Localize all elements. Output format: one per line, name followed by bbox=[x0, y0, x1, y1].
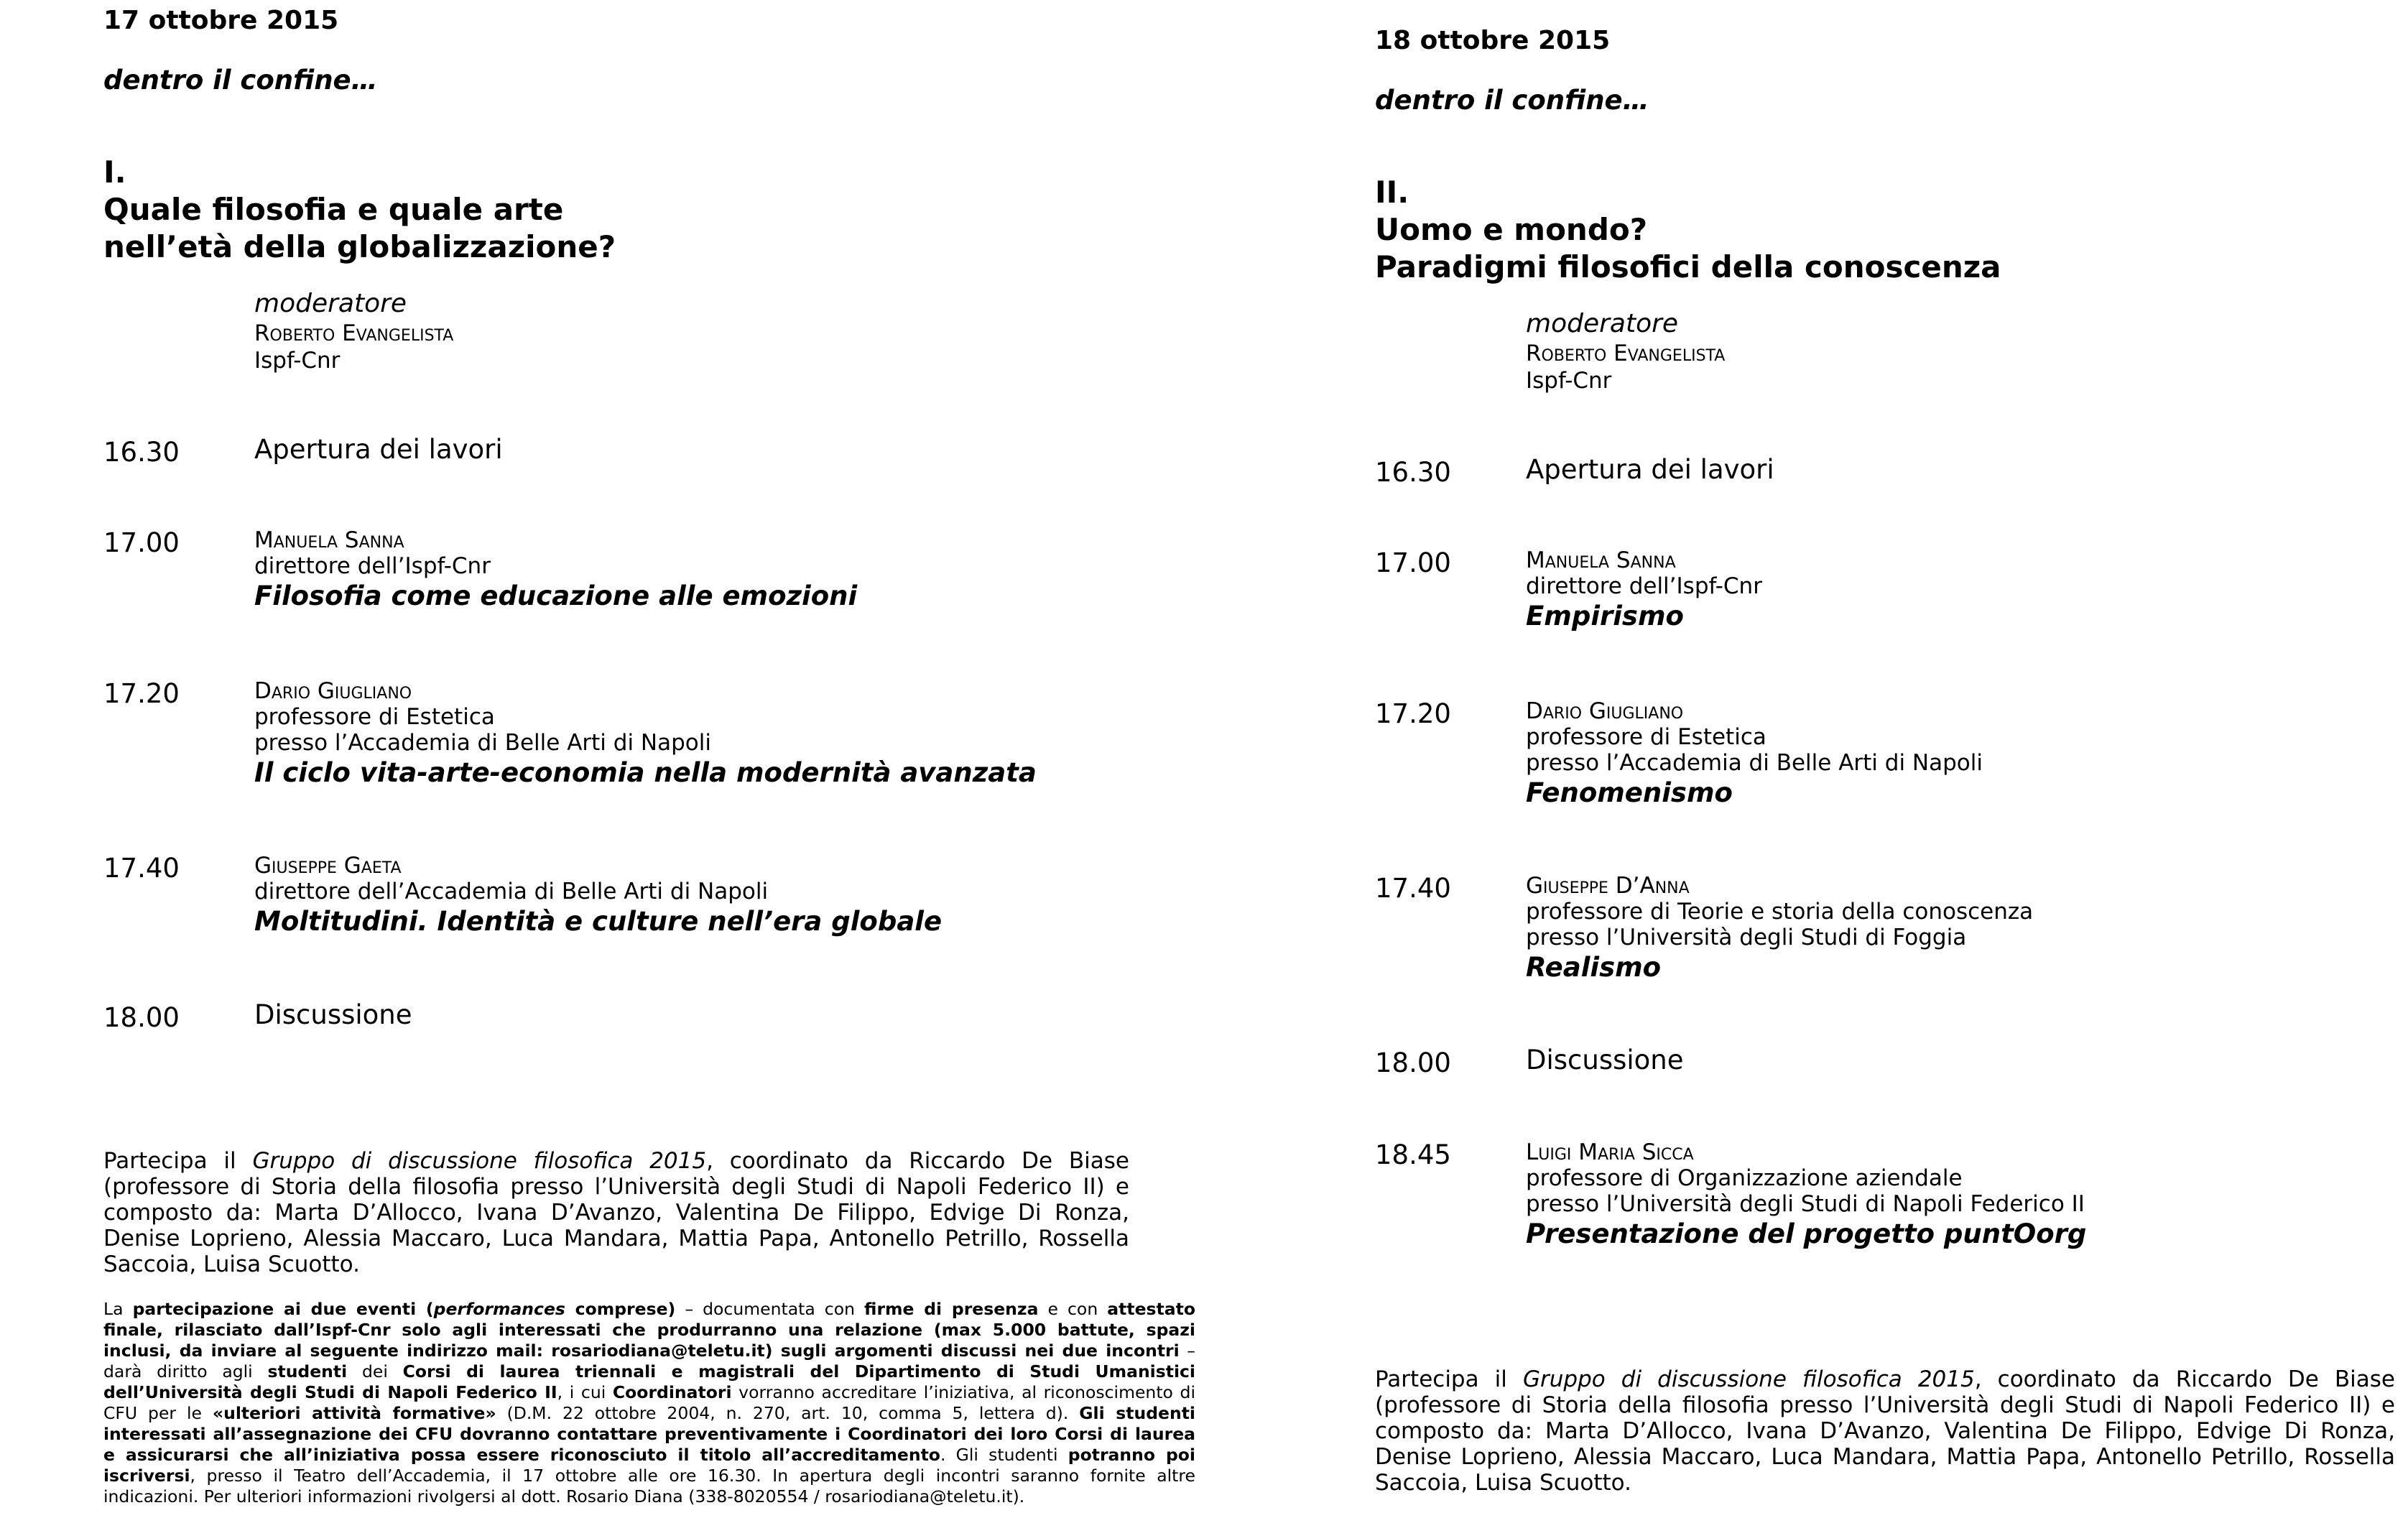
program-title: Discussione bbox=[1526, 1045, 1684, 1075]
talk-title: Realismo bbox=[1526, 952, 1662, 983]
talk-title: Fenomenismo bbox=[1526, 777, 1733, 808]
speaker-affiliation-2: presso l’Università degli Studi di Foggia bbox=[1526, 925, 1967, 950]
day2-section-title bbox=[1375, 174, 2001, 286]
speaker-affiliation: direttore dell’Ispf-Cnr bbox=[254, 553, 491, 579]
program-time: 17.00 bbox=[1375, 547, 1451, 578]
moderator-role: moderatore bbox=[254, 289, 407, 318]
day1-title-line2: nell’età della globalizzazione? bbox=[103, 229, 616, 264]
program-slot bbox=[1526, 1139, 2086, 1251]
program-slot bbox=[1526, 873, 2033, 985]
program-title: Discussione bbox=[254, 999, 412, 1030]
group-name: Gruppo di discussione filosofica 2015 bbox=[252, 1148, 707, 1174]
program-slot bbox=[254, 527, 857, 614]
moderator-affiliation: Ispf-Cnr bbox=[254, 348, 341, 374]
program-time: 17.00 bbox=[103, 527, 180, 558]
day2-moderator bbox=[1526, 308, 1725, 394]
day2-title-line2: Paradigmi filosofici della conoscenza bbox=[1375, 249, 2001, 284]
day1-title-line1: Quale filosofia e quale arte bbox=[103, 192, 564, 227]
moderator-affiliation: Ispf-Cnr bbox=[1526, 368, 1612, 394]
speaker-affiliation: professore di Estetica bbox=[254, 704, 495, 730]
moderator-name: Roberto Evangelista bbox=[1526, 341, 1726, 366]
day1-numeral: I. bbox=[103, 154, 126, 190]
speaker-name: Manuela Sanna bbox=[1526, 547, 1676, 573]
program-time: 18.00 bbox=[1375, 1047, 1451, 1078]
program-slot bbox=[1526, 698, 1983, 810]
moderator-name: Roberto Evangelista bbox=[254, 320, 454, 346]
speaker-affiliation: direttore dell’Ispf-Cnr bbox=[1526, 573, 1762, 599]
day1-group-paragraph: Partecipa il Gruppo di discussione filosofica 2015, coordinato da Riccardo De Biase (professore di Storia della filosofia presso l’Università degli Studi di Napoli Federico II) e composto da: Marta D’Allocco, Ivana D’Avanzo, Valentina De Filippo, Edvige Di Ronza, Denise Loprieno, Alessia Maccaro, Luca Mandara, Mattia Papa, Antonello Petrillo, Rossella Saccoia, Luisa Scuotto. bbox=[103, 1148, 1129, 1277]
talk-title: Il ciclo vita-arte-economia nella modernità avanzata bbox=[254, 757, 1037, 788]
speaker-name: Manuela Sanna bbox=[254, 527, 404, 553]
speaker-affiliation: direttore dell’Accademia di Belle Arti di Napoli bbox=[254, 879, 769, 904]
program-slot bbox=[254, 853, 942, 939]
day1-section-title bbox=[103, 154, 616, 266]
program-time: 17.40 bbox=[1375, 873, 1451, 904]
program-title: Apertura dei lavori bbox=[254, 434, 503, 465]
speaker-name: Dario Giugliano bbox=[254, 678, 412, 704]
group-name: Gruppo di discussione filosofica 2015 bbox=[1522, 1366, 1975, 1392]
program-time: 17.20 bbox=[103, 678, 180, 709]
speaker-affiliation: professore di Teorie e storia della conoscenza bbox=[1526, 899, 2034, 925]
program-title: Apertura dei lavori bbox=[1526, 454, 1774, 485]
participation-notice: La partecipazione ai due eventi (performances comprese) – documentata con firme di presenza e con attestato finale, rilasciato dall’Ispf-Cnr solo agli interessati che produrranno una relazione (max 5.000 battute, spazi inclusi, da inviare al seguente indirizzo mail: rosariodiana@teletu.it) sugli argomenti discussi nei due incontri – darà diritto agli studenti dei Corsi di laurea triennali e magistrali del Dipartimento di Studi Umanistici dell’Università degli Studi di Napoli Federico II, i cui Coordinatori vorranno accreditare l’iniziativa, al riconoscimento di CFU per le «ulteriori attività formative» (D.M. 22 ottobre 2004, n. 270, art. 10, comma 5, lettera d). Gli studenti interessati all’assegnazione dei CFU dovranno contattare preventivamente i Coordinatori dei loro Corsi di laurea e assicurarsi che all’iniziativa possa essere riconosciuto il titolo all’accreditamento. Gli studenti potranno poi iscriversi, presso il Teatro dell’Accademia, il 17 ottobre alle ore 16.30. In apertura degli incontri saranno fornite altre indicazioni. Per ulteriori informazioni rivolgersi al dott. Rosario Diana (338-8020554 / rosariodiana@teletu.it). bbox=[103, 1299, 1196, 1507]
talk-title: Empirismo bbox=[1526, 601, 1684, 631]
talk-title: Moltitudini. Identità e culture nell’era globale bbox=[254, 906, 943, 937]
program-time: 16.30 bbox=[103, 437, 180, 468]
day1-moderator bbox=[254, 288, 453, 374]
day2-date: 18 ottobre 2015 bbox=[1375, 26, 1611, 55]
program-time: 17.20 bbox=[1375, 698, 1451, 729]
speaker-name: Luigi Maria Sicca bbox=[1526, 1139, 1694, 1165]
program-time: 18.00 bbox=[103, 1002, 180, 1033]
day2-numeral: II. bbox=[1375, 175, 1409, 210]
day2-title-line1: Uomo e mondo? bbox=[1375, 212, 1648, 247]
program-slot bbox=[254, 678, 1037, 790]
day1-tagline: dentro il confine… bbox=[103, 65, 378, 96]
speaker-name: Dario Giugliano bbox=[1526, 698, 1684, 724]
program-slot bbox=[1526, 547, 1762, 634]
talk-title: Presentazione del progetto puntOorg bbox=[1526, 1218, 2087, 1249]
speaker-affiliation: professore di Organizzazione aziendale bbox=[1526, 1165, 1963, 1191]
program-time: 18.45 bbox=[1375, 1139, 1451, 1170]
speaker-affiliation: professore di Estetica bbox=[1526, 724, 1766, 750]
speaker-affiliation-2: presso l’Università degli Studi di Napoli Federico II bbox=[1526, 1191, 2085, 1217]
day2-tagline: dentro il confine… bbox=[1375, 85, 1649, 116]
speaker-name: Giuseppe D’Anna bbox=[1526, 873, 1690, 899]
speaker-name: Giuseppe Gaeta bbox=[254, 853, 402, 879]
program-time: 17.40 bbox=[103, 853, 180, 884]
moderator-role: moderatore bbox=[1526, 309, 1679, 338]
program-time: 16.30 bbox=[1375, 457, 1451, 488]
day2-group-paragraph: Partecipa il Gruppo di discussione filosofica 2015, coordinato da Riccardo De Biase (professore di Storia della filosofia presso l’Università degli Studi di Napoli Federico II) e composto da: Marta D’Allocco, Ivana D’Avanzo, Valentina De Filippo, Edvige Di Ronza, Denise Loprieno, Alessia Maccaro, Luca Mandara, Mattia Papa, Antonello Petrillo, Rossella Saccoia, Luisa Scuotto. bbox=[1375, 1366, 2395, 1496]
speaker-affiliation-2: presso l’Accademia di Belle Arti di Napoli bbox=[1526, 750, 1983, 776]
day1-date: 17 ottobre 2015 bbox=[103, 6, 339, 35]
talk-title: Filosofia come educazione alle emozioni bbox=[254, 580, 858, 611]
speaker-affiliation-2: presso l’Accademia di Belle Arti di Napoli bbox=[254, 730, 711, 756]
